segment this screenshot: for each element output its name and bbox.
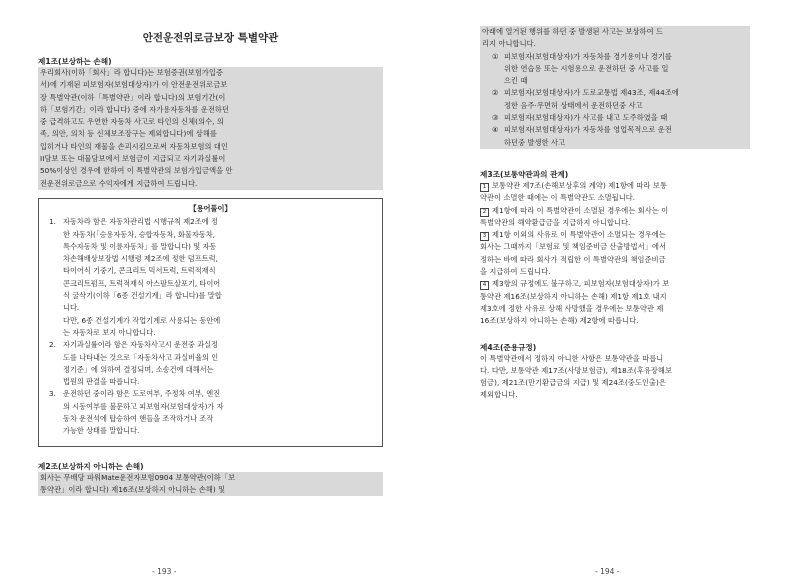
definition-number: 2.: [49, 340, 56, 350]
text-line: 제외합니다.: [480, 390, 518, 400]
right-page: [480, 0, 750, 583]
text-line: 콘크리트펌프, 트럭적재식 아스팔트살포기, 타이어: [63, 278, 221, 288]
text-line: 는 자동차로 보지 아니합니다.: [63, 327, 156, 337]
page-number-left: - 193 -: [152, 567, 177, 576]
text-line: 타이어식 기중기, 콘크리트 믹서트럭, 트럭적재식: [63, 266, 216, 276]
text-line-content: 제1항에 따라 이 특별약관이 소멸된 경우에는 회사는 이: [492, 205, 669, 215]
text-line: 을 지급하여 드립니다.: [480, 267, 551, 277]
text-line: 정기준」에 의하여 결정되며, 소송건에 대해서는: [63, 364, 214, 374]
item-marker: ③: [492, 113, 499, 123]
text-line: 정하는 바에 따라 회사가 적립한 이 특별약관의 책임준비금: [480, 254, 666, 264]
text-line: 피보험자(보험대상자)가 사고를 내고 도주하였을 때: [504, 113, 668, 123]
text-line: 도를 나타내는 것으로「자동차사고 과실비율의 인: [63, 352, 219, 362]
exclusion-text: [504, 112, 667, 124]
text-line: 다. 다만, 보통약관 제17조(사망보험금), 제18조(후유장해보: [480, 365, 673, 375]
text-line: 으킨 때: [504, 76, 528, 86]
paragraph: [480, 229, 750, 278]
text-line-content: 보통약관 제7조(손해보상후의 계약) 제1항에 따라 보통: [492, 180, 667, 190]
exclusion-item: [492, 124, 748, 149]
exclusion-item: [492, 112, 748, 124]
text-line: 자기과실률이라 함은 자동차사고시 운전중 과실정: [63, 340, 218, 350]
article-1-body: [38, 67, 383, 190]
text-line: 16조(보상하지 아니하는 손해) 제2항에 따릅니다.: [480, 316, 639, 326]
article-2-body: [38, 472, 383, 497]
text-line: 니다.: [63, 303, 80, 313]
article-4-heading: 제4조(준용규정): [480, 342, 537, 352]
definitions-list: [49, 216, 372, 437]
text-line: 장 특별약관(이하「특별약관」이라 합니다)의 보험기간(이: [40, 92, 226, 102]
text-line: II담보 또는 대물담보에서 보험금이 지급되고 자기과실률이: [40, 154, 226, 164]
text-line: [480, 205, 750, 217]
definition-number: 3.: [49, 389, 56, 399]
article-1-heading: 제1조(보상하는 손해): [38, 57, 112, 66]
text-line: 피보험자(보험대상자)가 자동차를 경기용이나 경기를: [504, 51, 672, 61]
text-line: 제3호에 정한 사유로 상해 사망했을 경우에는 보통약관 제: [480, 303, 664, 313]
paragraph: [480, 180, 750, 205]
text-line: 하던중 발생한 사고: [504, 137, 566, 147]
article-4-body: [480, 353, 750, 402]
text-line: 입히거나 타인의 재물을 손괴시킴으로써 자동차보험의 대인: [40, 141, 229, 151]
text-line: 우리회사(이하「회사」라 합니다)는 보험증권(보험가입증: [40, 68, 224, 77]
text-line: 서)에 기재된 피보험자(보험대상자)가 이 안전운전위로금보: [40, 80, 228, 90]
paragraph-number: 4: [480, 281, 489, 290]
text-line: 피보험자(보험대상자)가 도로교통법 제43조, 제44조에: [504, 88, 679, 98]
text-line: 회사는 무배당 파워Mate운전자보험0904 보통약관(이하「보: [40, 472, 236, 482]
text-line: 운전하던 중이라 함은 도로여부, 주정차 여부, 엔진: [63, 389, 221, 399]
text-line: 자동차라 함은 자동차관리법 시행규칙 제2조에 정: [63, 217, 218, 227]
paragraph-number: 3: [480, 232, 489, 241]
left-page: [38, 0, 383, 583]
definition-item: [49, 339, 372, 388]
definition-item: [49, 216, 372, 339]
article-2-heading: 제2조(보상하지 아니하는 손해): [38, 461, 144, 471]
text-line: 아래에 열거된 행위를 하던 중 발생된 사고는 보상하여 드: [482, 27, 664, 36]
exclusion-item: [492, 51, 748, 88]
text-line: 하「보험기간」이라 합니다) 중에 자가용자동차를 운전하던: [40, 104, 230, 114]
text-line: 통약관」이라 합니다) 제16조(보상하지 아니하는 손해) 및: [40, 484, 226, 494]
text-line-content: 제3항의 규정에도 불구하고, 피보험자(보험대상자)가 보: [492, 279, 670, 289]
paragraph: [480, 205, 750, 230]
definition-text: [63, 339, 218, 388]
item-marker: ①: [492, 51, 499, 61]
text-line: 정한 음주·무면허 상태에서 운전하던중 사고: [504, 100, 643, 110]
text-line: 통약관 제16조(보상하지 아니하는 손해) 제1항 제1호 내지: [480, 291, 667, 301]
text-line: 한 자동차(「승용자동차, 승합자동차, 화물자동차,: [63, 229, 216, 239]
text-line: [480, 229, 750, 241]
definition-text: [63, 388, 224, 437]
text-line: 피보험자(보험대상자)가 자동차를 영업목적으로 운전: [504, 125, 672, 135]
item-marker: ④: [492, 125, 499, 135]
text-line: 특별약관의 해약환급금을 지급하지 아니합니다.: [480, 217, 631, 227]
definitions-box: [38, 198, 383, 447]
text-line: 가능한 상태를 말합니다.: [63, 426, 140, 436]
article-3-heading: 제3조(보통약관과의 관계): [480, 169, 569, 179]
text-line: 험금), 제21조(만기환급금의 지급) 및 제24조(중도인출)은: [480, 378, 666, 388]
exclusion-text: [504, 87, 679, 112]
definition-item: [49, 388, 372, 437]
text-line: 식 굴삭기(이하「6종 건설기계」라 합니다)를 말합: [63, 291, 222, 301]
text-line: 차손해배상보장법 시행령 제2조에 정한 덤프트럭,: [63, 254, 218, 264]
text-line: 법원의 판결을 따릅니다.: [63, 377, 140, 387]
paragraph-number: 1: [480, 183, 489, 192]
exclusion-item: [492, 87, 748, 112]
exclusion-text: [504, 51, 672, 88]
text-line-content: 제1항 이외의 사유로 이 특별약관이 소멸되는 경우에는: [492, 230, 666, 240]
document-title: 안전운전위로금보장 특별약관: [142, 32, 279, 44]
paragraph-number: 2: [480, 208, 489, 217]
text-line: 동차 운전석에 탑승하여 핸들을 조작하거나 조작: [63, 414, 214, 424]
text-line: [480, 180, 750, 192]
definition-text: [63, 216, 222, 339]
text-line: 리지 아니합니다.: [482, 39, 537, 49]
text-line: 회사는 그때까지「보험료 및 책임준비금 산출방법서」에서: [480, 242, 667, 252]
exclusion-text: [504, 124, 672, 149]
page-number-right: - 194 -: [595, 567, 620, 576]
item-marker: ②: [492, 88, 499, 98]
text-line: 다만, 6종 건설기계가 작업기계로 사용되는 동안에: [63, 315, 221, 325]
continuation-block: [480, 26, 750, 149]
text-line: [480, 278, 750, 290]
text-line: 족, 의안, 의치 등 신체보조장구는 제외합니다)에 상해를: [40, 129, 217, 139]
text-line: 위한 연습용 또는 시험용으로 운전하던 중 사고를 일: [504, 63, 669, 73]
article-3-body: [480, 180, 750, 328]
text-line: 의 시동여부를 불문하고 피보험자(보험대상자)가 자: [63, 401, 224, 411]
text-line: 중 급격하고도 우연한 자동차 사고로 타인의 신체(의수, 의: [40, 117, 224, 127]
text-line: 이 특별약관에서 정하지 아니한 사항은 보통약관을 따릅니: [480, 353, 664, 363]
text-line: 50%이상인 경우에 한하여 이 특별약관의 보험가입금액을 안: [40, 166, 233, 176]
text-line: 약관이 소멸한 때에는 이 특별약관도 소멸됩니다.: [480, 193, 636, 203]
text-line: 전운전위로금으로 수익자에게 지급하여 드립니다.: [40, 178, 198, 188]
text-line: 특수자동차 및 이륜자동차」를 말합니다) 및 자동: [63, 241, 217, 251]
definition-number: 1.: [49, 217, 56, 227]
definitions-title: 【용어풀이】: [189, 203, 232, 213]
paragraph: [480, 278, 750, 327]
